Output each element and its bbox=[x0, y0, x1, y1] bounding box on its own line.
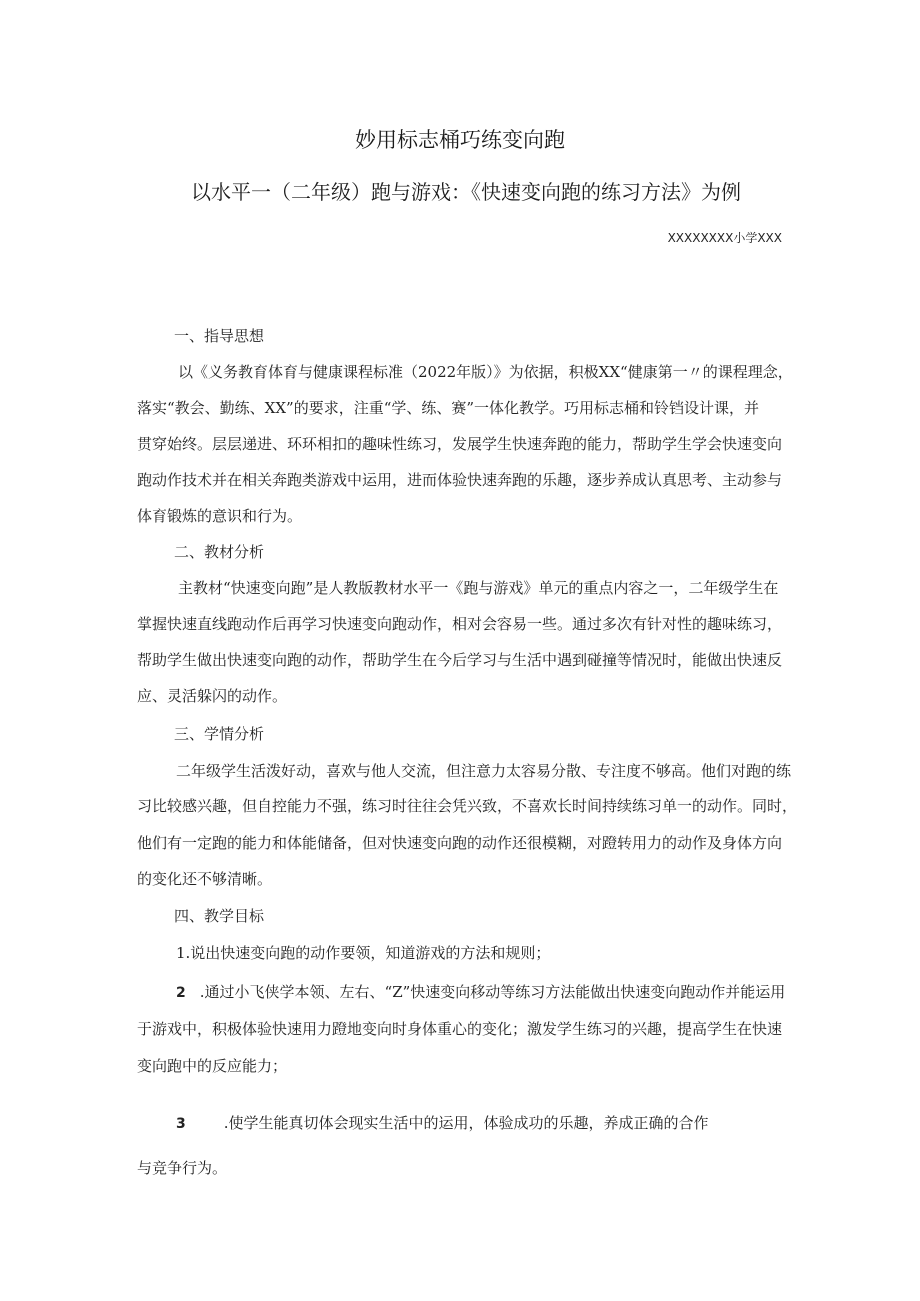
goal-item-2 bbox=[176, 982, 876, 1003]
page-title: 妙用标志桶巧练变向跑 bbox=[355, 128, 565, 152]
paragraph-line: 应、灵活躲闪的动作。 bbox=[137, 687, 288, 705]
paragraph-line: 的变化还不够清晰。 bbox=[137, 870, 273, 888]
section-heading-material-analysis: 二、教材分析 bbox=[174, 543, 265, 561]
paragraph-line: 主教材“快速变向跑”是人教版教材水平一《跑与游戏》单元的重点内容之一，二年级学生在 bbox=[178, 579, 779, 597]
paragraph-line: 落实“教会、勤练、XX”的要求，注重“学、练、赛”一体化教学。巧用标志桶和铃铛设计课，并 bbox=[137, 399, 760, 417]
section-heading-teaching-goals: 四、教学目标 bbox=[174, 907, 265, 925]
goal-number: 2 bbox=[176, 985, 186, 1001]
goal-item-3 bbox=[176, 1113, 876, 1134]
section-heading-learner-analysis: 三、学情分析 bbox=[174, 725, 265, 743]
paragraph-line: 于游戏中，积极体验快速用力蹬地变向时身体重心的变化；激发学生练习的兴趣，提高学生在快速 bbox=[137, 1020, 783, 1038]
goal-number: 3 bbox=[176, 1116, 186, 1132]
author-line: XXXXXXXX小学XXX bbox=[667, 231, 782, 245]
paragraph-line: 他们有一定跑的能力和体能储备，但对快速变向跑的动作还很模糊，对蹬转用力的动作及身体方向 bbox=[137, 834, 783, 852]
paragraph-line: 与竞争行为。 bbox=[137, 1159, 228, 1177]
paragraph-line: 以《义务教育体育与健康课程标准（2022年版）》为依据，积极XX“健康第一〃的课程理念， bbox=[178, 363, 793, 381]
paragraph-line: 跑动作技术并在相关奔跑类游戏中运用，进而体验快速奔跑的乐趣，逐步养成认真思考、主动参与 bbox=[137, 471, 783, 489]
paragraph-line: 掌握快速直线跑动作后再学习快速变向跑动作，相对会容易一些。通过多次有针对性的趣味练习， bbox=[137, 615, 783, 633]
paragraph-line: 习比较感兴趣，但自控能力不强，练习时往往会凭兴致，不喜欢长时间持续练习单一的动作。同时， bbox=[137, 797, 798, 815]
paragraph-line: 变向跑中的反应能力； bbox=[137, 1057, 288, 1075]
goal-text: .通过小飞侠学本领、左右、“Z”快速变向移动等练习方法能做出快速变向跑动作并能运用 bbox=[199, 983, 786, 1001]
paragraph-line: 体育锻炼的意识和行为。 bbox=[137, 507, 303, 525]
page-subtitle: 以水平一（二年级）跑与游戏：《快速变向跑的练习方法》为例 bbox=[191, 180, 741, 204]
paragraph-line: 贯穿始终。层层递进、环环相扣的趣味性练习，发展学生快速奔跑的能力，帮助学生学会快速变向 bbox=[137, 435, 783, 453]
paragraph-line: 帮助学生做出快速变向跑的动作，帮助学生在今后学习与生活中遇到碰撞等情况时，能做出快速反 bbox=[137, 651, 783, 669]
goal-text: .使学生能真切体会现实生活中的运用，体验成功的乐趣，养成正确的合作 bbox=[223, 1114, 709, 1132]
goal-item-1: 1.说出快速变向跑的动作要领，知道游戏的方法和规则； bbox=[176, 944, 551, 962]
section-heading-guiding-thought: 一、指导思想 bbox=[174, 327, 265, 345]
paragraph-line: 二年级学生活泼好动，喜欢与他人交流，但注意力太容易分散、专注度不够高。他们对跑的练 bbox=[176, 762, 792, 780]
